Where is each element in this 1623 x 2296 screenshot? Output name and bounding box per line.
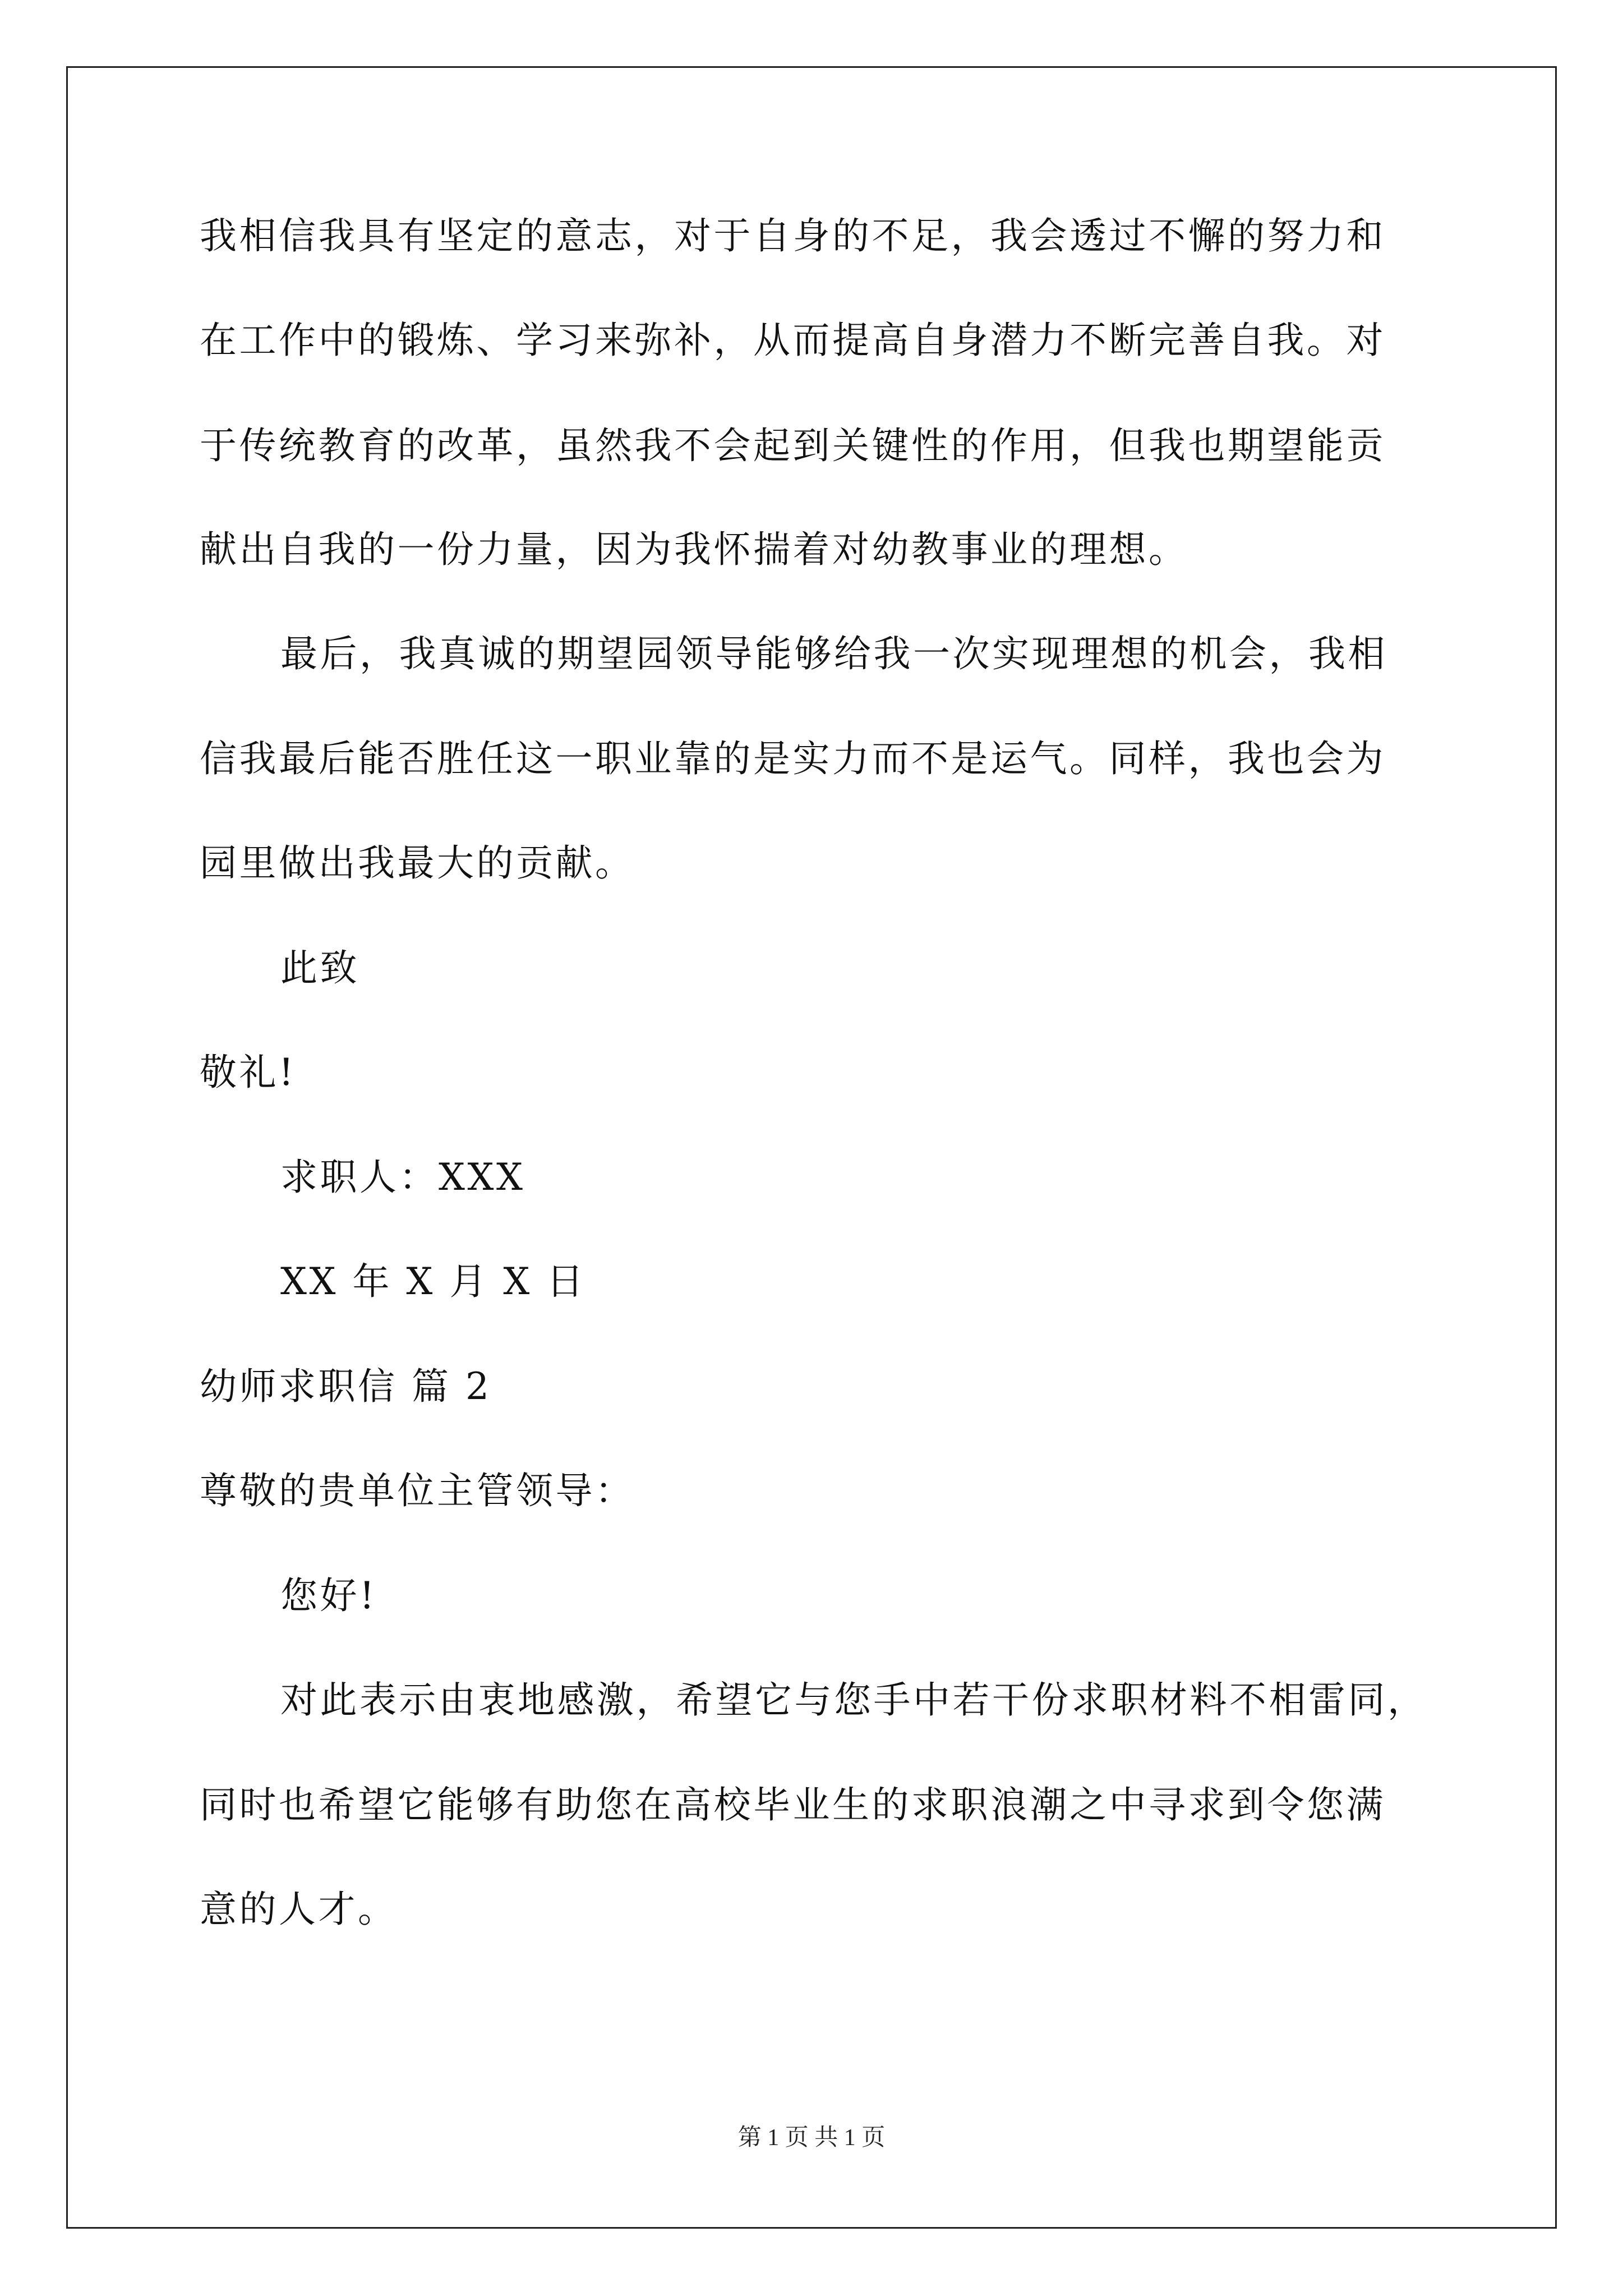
closing-salutation: 此致 (280, 946, 359, 990)
body-line: 意的人才。 (200, 1888, 398, 1931)
body-line: 于传统教育的改革，虽然我不会起到关键性的作用，但我也期望能贡 (200, 424, 1386, 467)
body-line: 园里做出我最大的贡献。 (200, 841, 635, 885)
letter-hello: 您好! (280, 1574, 377, 1617)
body-line: 同时也希望它能够有助您在高校毕业生的求职浪潮之中寻求到令您满 (200, 1783, 1386, 1826)
body-line: 最后，我真诚的期望园领导能够给我一次实现理想的机会，我相 (280, 632, 1387, 675)
body-line: 信我最后能否胜任这一职业靠的是实力而不是运气。同样，我也会为 (200, 737, 1386, 780)
section-heading: 幼师求职信 篇 2 (200, 1365, 492, 1408)
body-line: 我相信我具有坚定的意志，对于自身的不足，我会透过不懈的努力和 (200, 214, 1386, 257)
closing-regards: 敬礼! (200, 1051, 297, 1094)
letter-greeting: 尊敬的贵单位主管领导： (200, 1469, 635, 1512)
body-line: 献出自我的一份力量，因为我怀揣着对幼教事业的理想。 (200, 528, 1188, 571)
body-line: 在工作中的锻炼、学习来弥补，从而提高自身潜力不断完善自我。对 (200, 319, 1386, 362)
signature-date: XX 年 X 月 X 日 (280, 1260, 586, 1303)
body-line: 对此表示由衷地感激，希望它与您手中若干份求职材料不相雷同， (280, 1678, 1427, 1722)
signature-applicant: 求职人：XXX (280, 1156, 525, 1199)
page-footer: 第 1 页 共 1 页 (737, 2125, 886, 2151)
